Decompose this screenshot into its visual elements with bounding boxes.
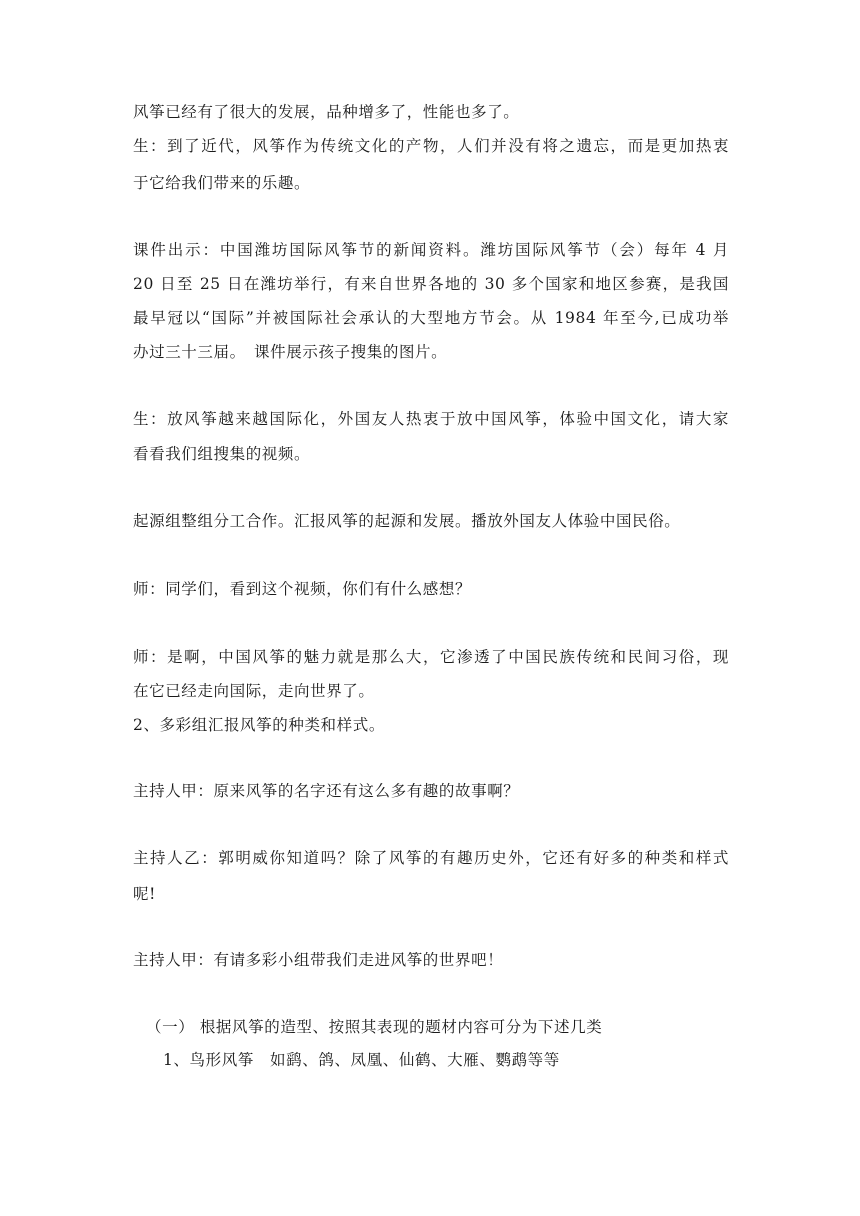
paragraph-line: 于它给我们带来的乐趣。 [133,174,311,192]
paragraph-line: 生：到了近代，风筝作为传统文化的产物，人们并没有将之遗忘，而是更加热衷 [133,137,729,155]
paragraph-line: 课件出示：中国潍坊国际风筝节的新闻资料。潍坊国际风筝节（会）每年 4 月 [133,241,729,259]
paragraph-line: 最早冠以“国际”并被国际社会承认的大型地方节会。从 1984 年至今,已成功举 [133,309,729,327]
paragraph-line: 呢! [133,885,156,903]
paragraph-line: 师：同学们，看到这个视频，你们有什么感想？ [133,580,472,598]
paragraph-line: 起源组整组分工合作。汇报风筝的起源和发展。播放外国友人体验中国民俗。 [133,512,681,530]
list-item: 1、鸟形风筝 如鹞、鸽、凤凰、仙鹤、大雁、鹦鹉等等 [163,1051,560,1069]
paragraph-line: 在它已经走向国际，走向世界了。 [133,682,375,700]
paragraph-line: 主持人甲：原来风筝的名字还有这么多有趣的故事啊？ [133,782,520,800]
subsection-heading: （一） 根据风筝的造型、按照其表现的题材内容可分为下述几类 [146,1018,603,1036]
paragraph-line: 看看我们组搜集的视频。 [133,445,311,463]
section-heading: 2、多彩组汇报风筝的种类和样式。 [133,716,385,734]
paragraph-line: 20 日至 25 日在潍坊举行，有来自世界各地的 30 多个国家和地区参赛，是我国 [133,275,729,293]
paragraph-line: 师：是啊，中国风筝的魅力就是那么大，它渗透了中国民族传统和民间习俗，现 [133,648,729,666]
paragraph-line: 主持人乙：郭明威你知道吗？除了风筝的有趣历史外，它还有好多的种类和样式 [133,849,729,867]
paragraph-line: 风筝已经有了很大的发展，品种增多了，性能也多了。 [133,103,520,121]
paragraph-line: 办过三十三届。 课件展示孩子搜集的图片。 [133,343,448,361]
paragraph-line: 生：放风筝越来越国际化，外国友人热衷于放中国风筝，体验中国文化，请大家 [133,410,729,428]
paragraph-line: 主持人甲：有请多彩小组带我们走进风筝的世界吧！ [133,951,504,969]
